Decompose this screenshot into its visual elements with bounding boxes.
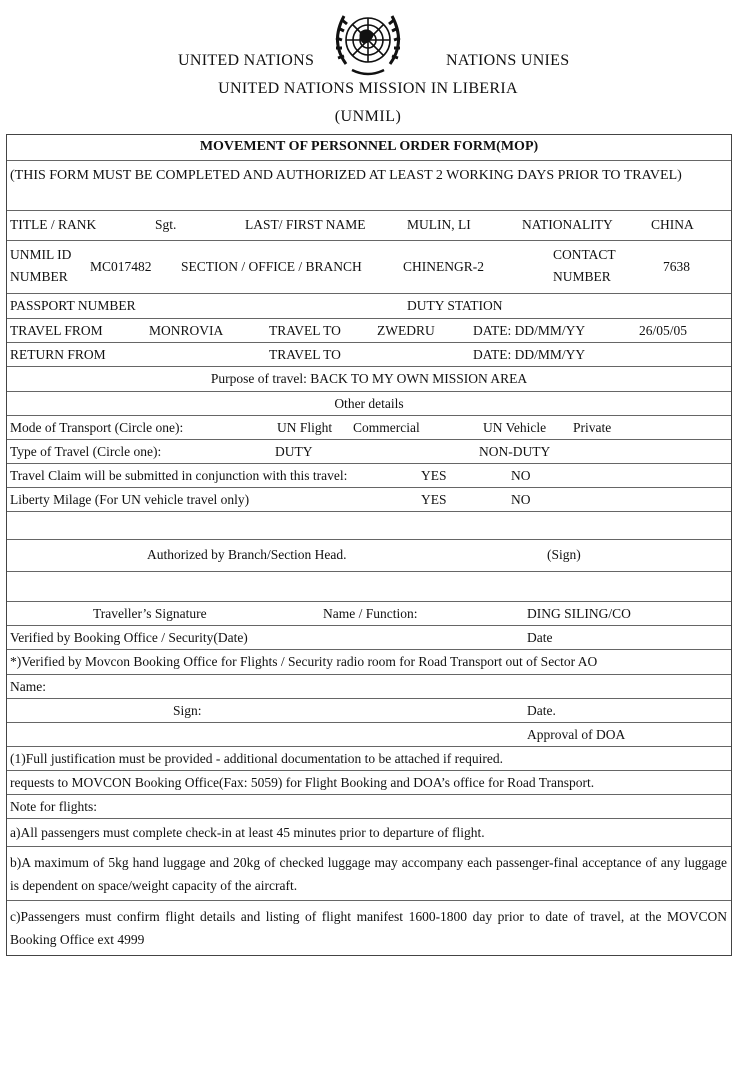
un-emblem [324,2,412,84]
return-travel-to-label: TRAVEL TO [269,347,341,362]
travel-date-label: DATE: DD/MM/YY [473,323,586,338]
verified-date-label: Date [527,630,553,645]
travel-type-non-duty: NON-DUTY [479,444,551,459]
title-rank-value: Sgt. [155,217,177,232]
duty-station-label: DUTY STATION [407,298,503,313]
section-value: CHINENGR-2 [403,259,484,274]
travel-to-label: TRAVEL TO [269,323,341,338]
transport-label: Mode of Transport (Circle one): [10,420,184,435]
return-date-label: DATE: DD/MM/YY [473,347,586,362]
claim-yes: YES [421,468,447,483]
authorized-label: Authorized by Branch/Section Head. [147,547,347,562]
claim-row [7,464,731,488]
transport-option-commercial: Commercial [353,420,420,435]
id-label-line2: NUMBER [10,269,68,284]
header-mission: UNITED NATIONS MISSION IN LIBERIA [218,80,518,97]
header-un-en: UNITED NATIONS [178,52,315,69]
travel-type-row [7,440,731,464]
mop-form [6,134,732,956]
note-b: b)A maximum of 5kg hand luggage and 20kg of checked luggage may accompany each passenger-final acceptance of any luggage is dependent on space/weight capacity of the aircraft. [10,855,727,893]
passport-label: PASSPORT NUMBER [10,298,136,313]
id-value: MC017482 [90,259,152,274]
travel-to-value: ZWEDRU [377,323,435,338]
title-rank-label: TITLE / RANK [10,217,97,232]
section-label: SECTION / OFFICE / BRANCH [181,259,362,274]
note-a: a)All passengers must complete check-in at least 45 minutes prior to departure of flight. [10,825,485,840]
contact-label-line1: CONTACT [553,247,616,262]
transport-row [7,416,731,440]
note1-row [7,747,731,771]
blank-row-2 [7,572,731,602]
sign-row [7,699,731,723]
transport-option-un-flight: UN Flight [277,420,333,435]
note-b-row [7,847,731,901]
id-label-line1: UNMIL ID [10,247,72,262]
return-row [7,343,731,367]
name-label-2: Name: [10,679,46,694]
travel-type-label: Type of Travel (Circle one): [10,444,162,459]
form-title: MOVEMENT OF PERSONNEL ORDER FORM(MOP) [199,139,539,154]
note-a-row [7,819,731,847]
name-row [7,675,731,699]
name-value: MULIN, LI [407,217,471,232]
passport-row [7,294,731,319]
approval-row [7,723,731,747]
blank-row-1 [7,512,731,540]
travel-type-duty: DUTY [275,444,313,459]
verified-label: Verified by Booking Office / Security(Date) [10,630,248,645]
name-function-value: DING SILING/CO [527,606,631,621]
contact-value: 7638 [663,259,690,274]
authorized-row [7,540,731,572]
milage-no: NO [511,492,531,507]
date-label-2: Date. [527,703,556,718]
transport-option-un-vehicle: UN Vehicle [483,420,547,435]
other-details-row [7,392,731,416]
identity-row [7,211,731,241]
name-function-label: Name / Function: [323,606,418,621]
movcon-row [7,650,731,675]
note-flights-row [7,795,731,819]
note-2: requests to MOVCON Booking Office(Fax: 5059) for Flight Booking and DOA’s office for Road Transport. [10,775,595,790]
header-un-fr: NATIONS UNIES [446,52,570,69]
travel-from-row [7,319,731,343]
contact-label-line2: NUMBER [553,269,611,284]
claim-no: NO [511,468,531,483]
milage-row [7,488,731,512]
header-acronym: (UNMIL) [334,108,402,125]
note-1: (1)Full justification must be provided - additional documentation to be attached if required. [10,751,503,766]
traveller-row [7,602,731,626]
note-c-row [7,901,731,955]
verified-row [7,626,731,650]
milage-yes: YES [421,492,447,507]
travel-from-value: MONROVIA [149,323,224,338]
sign-label-2: Sign: [173,703,202,718]
form-instruction: (THIS FORM MUST BE COMPLETED AND AUTHORIZED AT LEAST 2 WORKING DAYS PRIOR TO TRAVEL) [10,168,682,183]
id-row [7,241,731,294]
note-c: c)Passengers must confirm flight details and listing of flight manifest 1600-1800 day prior to date of travel, at the MOVCON Booking Office ext 4999 [10,909,727,947]
traveller-signature-label: Traveller’s Signature [93,606,207,621]
purpose-text: Purpose of travel: BACK TO MY OWN MISSION AREA [210,371,528,386]
nationality-value: CHINA [651,217,694,232]
note2-row [7,771,731,795]
claim-label: Travel Claim will be submitted in conjunction with this travel: [10,468,348,483]
return-from-label: RETURN FROM [10,347,106,362]
note-flights-heading: Note for flights: [10,799,97,814]
other-details-text: Other details [334,396,404,411]
nationality-label: NATIONALITY [522,217,613,232]
name-label: LAST/ FIRST NAME [245,217,366,232]
transport-option-private: Private [573,420,612,435]
approval-label: Approval of DOA [527,727,626,742]
purpose-row [7,367,731,392]
authorized-sign-label: (Sign) [547,547,581,562]
travel-date-value: 26/05/05 [639,323,688,338]
movcon-note: *)Verified by Movcon Booking Office for Flights / Security radio room for Road Transport out of Sector AO [10,654,598,669]
form-title-row [7,135,731,161]
travel-from-label: TRAVEL FROM [10,323,103,338]
instruction-row [7,161,731,211]
milage-label: Liberty Milage (For UN vehicle travel only) [10,492,250,507]
